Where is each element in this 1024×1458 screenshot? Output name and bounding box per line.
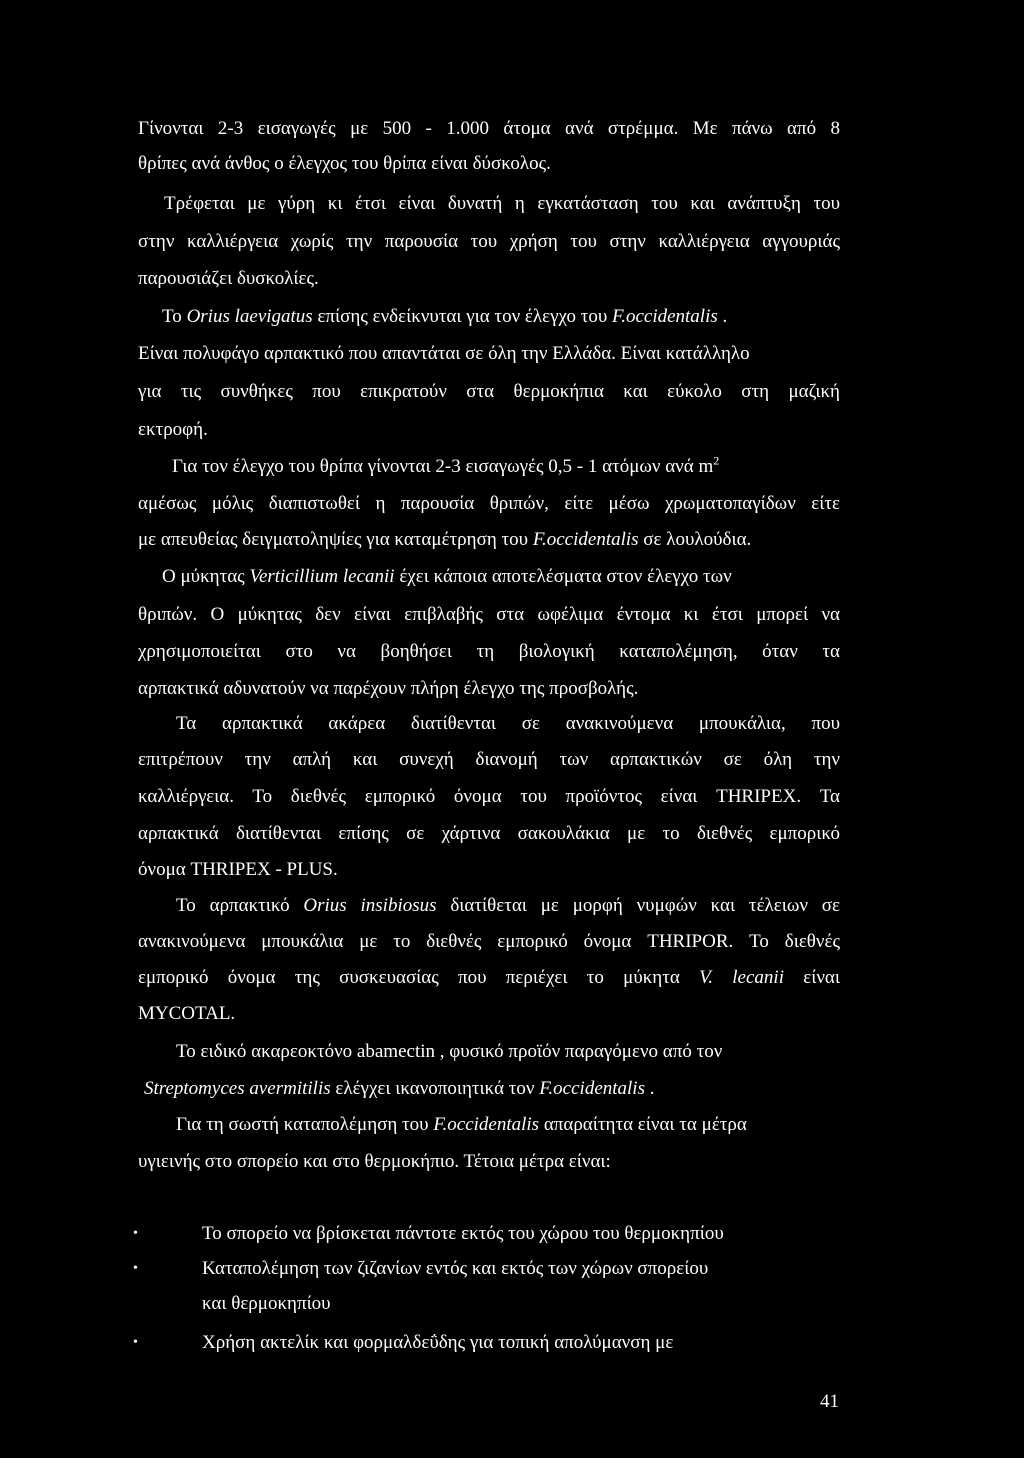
text-line: υγιεινής στο σπορείο και στο θερμοκήπιο. Τέτοια μέτρα είναι:	[138, 1151, 611, 1172]
text-line: Για τη σωστή καταπολέμηση του F.occidentalis απαραίτητα είναι τα μέτρα	[176, 1114, 747, 1135]
text-line: Για τον έλεγχο του θρίπα γίνονται 2-3 εισαγωγές 0,5 - 1 ατόμων ανά $m^2$	[172, 453, 720, 477]
text-line: χρησιμοποιείται στο να βοηθήσει τη βιολογική καταπολέμηση, όταν τα	[138, 641, 840, 662]
text-line: Τρέφεται με γύρη κι έτσι είναι δυνατή η εγκατάσταση του και ανάπτυξη του	[164, 193, 840, 214]
text-line: επιτρέπουν την απλή και συνεχή διανομή των αρπακτικών σε όλη την	[138, 749, 840, 770]
text-line: αμέσως μόλις διαπιστωθεί η παρουσία θριπών, είτε μέσω χρωματοπαγίδων είτε	[138, 493, 840, 514]
text-line: θρίπες ανά άνθος ο έλεγχος του θρίπα είναι δύσκολος.	[138, 153, 551, 174]
text-line: καλλιέργεια. Το διεθνές εμπορικό όνομα του προϊόντος είναι THRIPEX. Τα	[138, 786, 840, 807]
text-line: για τις συνθήκες που επικρατούν στα θερμοκήπια και εύκολο στη μαζική	[138, 381, 840, 402]
text-line: Το αρπακτικό Orius insibiosus διατίθεται με μορφή νυμφών και τέλειων σε	[176, 895, 840, 916]
text-line: Γίνονται 2-3 εισαγωγές με 500 - 1.000 άτομα ανά στρέμμα. Με πάνω από 8	[138, 118, 840, 139]
bullet-icon: •	[133, 1261, 138, 1276]
text-line: MYCOTAL.	[138, 1003, 236, 1024]
list-item: Χρήση ακτελίκ και φορμαλδεΰδης για τοπική απολύμανση με	[202, 1332, 674, 1353]
text-line: με απευθείας δειγματοληψίες για καταμέτρηση του F.occidentalis σε λουλούδια.	[138, 529, 752, 550]
text-line: όνομα THRIPEX - PLUS.	[138, 859, 338, 880]
bullet-icon: •	[133, 1226, 138, 1241]
text-line: Το ειδικό ακαρεοκτόνο abamectin , φυσικό προϊόν παραγόμενο από τον	[176, 1041, 723, 1062]
text-line: παρουσιάζει δυσκολίες.	[138, 268, 319, 289]
list-item: Το σπορείο να βρίσκεται πάντοτε εκτός του χώρου του θερμοκηπίου	[202, 1223, 724, 1244]
text-line: Το Orius laevigatus επίσης ενδείκνυται για τον έλεγχο του F.occidentalis .	[162, 306, 728, 327]
text-line: Ο μύκητας Verticillium lecanii έχει κάποια αποτελέσματα στον έλεγχο των	[162, 566, 732, 587]
text-line: Είναι πολυφάγο αρπακτικό που απαντάται σε όλη την Ελλάδα. Είναι κατάλληλο	[138, 343, 750, 364]
text-line: θριπών. Ο μύκητας δεν είναι επιβλαβής στα ωφέλιμα έντομα κι έτσι μπορεί να	[138, 604, 840, 625]
page-number: 41	[820, 1391, 839, 1412]
text-line: αρπακτικά αδυνατούν να παρέχουν πλήρη έλεγχο της προσβολής.	[138, 678, 639, 699]
text-line: ανακινούμενα μπουκάλια με το διεθνές εμπορικό όνομα THRIPOR. Το διεθνές	[138, 931, 840, 952]
text-line: Streptomyces avermitilis ελέγχει ικανοποιητικά τον F.occidentalis .	[144, 1078, 655, 1099]
list-item-continuation: και θερμοκηπίου	[202, 1293, 331, 1314]
text-line: εμπορικό όνομα της συσκευασίας που περιέχει το μύκητα V. lecanii είναι	[138, 967, 840, 988]
text-line: εκτροφή.	[138, 419, 208, 440]
text-line: αρπακτικά διατίθενται επίσης σε χάρτινα σακουλάκια με το διεθνές εμπορικό	[138, 823, 840, 844]
bullet-icon: •	[133, 1335, 138, 1350]
text-line: στην καλλιέργεια χωρίς την παρουσία του χρήση του στην καλλιέργεια αγγουριάς	[138, 231, 840, 252]
text-line: Τα αρπακτικά ακάρεα διατίθενται σε ανακινούμενα μπουκάλια, που	[176, 713, 840, 734]
list-item: Καταπολέμηση των ζιζανίων εντός και εκτός των χώρων σπορείου	[202, 1258, 709, 1279]
